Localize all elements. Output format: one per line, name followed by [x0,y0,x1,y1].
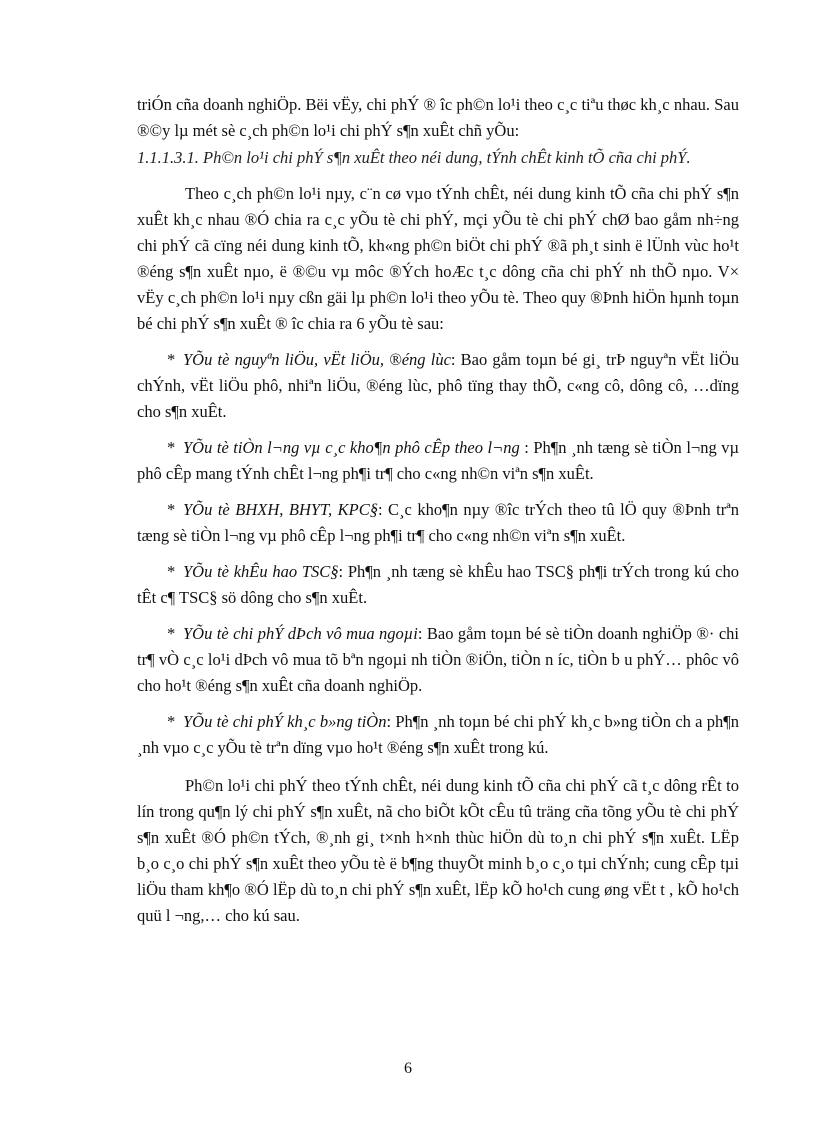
list-item [137,621,739,699]
list-item [137,347,739,425]
list-item-term: YÕu tè chi phÝ dÞch vô mua ngoµi [183,624,418,643]
bullet-marker: * [167,624,176,643]
list-item-text: : Ph¶n ¸nh toµn bé chi phÝ kh¸c b»ng tiÒn ch a ph¶n ¸nh vµo c¸c yÕu tè trªn dïng vµo ho¹t ®éng s¶n xuÊt trong kú. [137,712,740,757]
list-item-text: : Ph¶n ¸nh tæng sè tiÒn l¬ng vµ phô cÊp mang tÝnh chÊt l¬ng ph¶i tr¶ cho c«ng nh©n viªn s¶n xuÊt. [137,438,739,483]
document-page [137,92,739,929]
bullet-marker: * [167,438,176,457]
list-item-text: : C¸c kho¶n nµy ®îc trÝch theo tû lÖ quy ®Þnh trªn tæng sè tiÒn l¬ng vµ phô cÊp l¬ng ph¶i tr¶ cho c«ng nh©n viªn s¶n xuÊt. [137,500,739,545]
list-item-term: YÕu tè tiÒn l¬ng vµ c¸c kho¶n phô cÊp theo l¬ng [183,438,520,457]
list-item [137,435,739,487]
list-item [137,709,739,761]
list-item-text: : Bao gåm toµn bé gi¸ trÞ nguyªn vËt liÖu chÝnh, vËt liÖu phô, nhiªn liÖu, ®éng lùc, phô tïng thay thÕ, c«ng cô, dông cô, …dïng cho s¶n xuÊt. [137,350,739,421]
list-item [137,497,739,549]
list-item-text: : Ph¶n ¸nh tæng sè khÊu hao TSC§ ph¶i trÝch trong kú cho tÊt c¶ TSC§ sö dông cho s¶n xuÊt. [137,562,739,607]
list-item-term: YÕu tè BHXH, BHYT, KPC§ [183,500,378,519]
section-heading: 1.1.1.3.1. Ph©n lo¹i chi phÝ s¶n xuÊt theo néi dung, tÝnh chÊt kinh tÕ cña chi phÝ. [137,148,691,167]
list-item-term: YÕu tè nguyªn liÖu, vËt liÖu, ®éng lùc [183,350,451,369]
list-item-term: YÕu tè khÊu hao TSC§ [183,562,339,581]
bullet-marker: * [167,562,176,581]
list-item-term: YÕu tè chi phÝ kh¸c b»ng tiÒn [183,712,387,731]
cost-element-list [137,347,739,761]
bullet-marker: * [167,350,176,369]
body-paragraph: Theo c¸ch ph©n lo¹i nµy, c¨n cø vµo tÝnh chÊt, néi dung kinh tÕ cña chi phÝ s¶n xuÊt kh¸c nhau ®Ó chia ra c¸c yÕu tè chi phÝ, mçi yÕu tè chi phÝ chØ bao gåm nh÷ng chi phÝ cã cïng néi dung kinh tÕ, kh«ng ph©n biÖt chi phÝ ®ã ph¸t sinh ë lÜnh vùc ho¹t ®éng s¶n xuÊt nµo, ë ®©u vµ môc ®Ých hoÆc t¸c dông cña chi phÝ nh thÕ nµo. V× vËy c¸ch ph©n lo¹i nµy cßn gäi lµ ph©n lo¹i theo yÕu tè. Theo quy ®Þnh hiÖn hµnh toµn bé chi phÝ s¶n xuÊt ® îc chia ra 6 yÕu tè sau: [137,184,739,333]
continued-paragraph: triÓn cña doanh nghiÖp. Bëi vËy, chi phÝ ® îc ph©n lo¹i theo c¸c tiªu thøc kh¸c nhau. Sau ®©y lµ mét sè c¸ch ph©n lo¹i chi phÝ s¶n xuÊt chñ yÕu: [137,95,739,140]
list-item-text: : Bao gåm toµn bé sè tiÒn doanh nghiÖp ®· chi tr¶ vÒ c¸c lo¹i dÞch vô mua tõ bªn ngoµi nh tiÒn ®iÖn, tiÒn n íc, tiÒn b u phÝ… phôc vô cho ho¹t ®éng s¶n xuÊt cña doanh nghiÖp. [137,624,739,695]
page-number: 6 [404,1060,412,1077]
bullet-marker: * [167,712,176,731]
bullet-marker: * [167,500,176,519]
list-item [137,559,739,611]
body-paragraph: Ph©n lo¹i chi phÝ theo tÝnh chÊt, néi dung kinh tÕ cña chi phÝ cã t¸c dông rÊt to lín trong qu¶n lý chi phÝ s¶n xuÊt, nã cho biÕt kÕt cÊu tû träng cña tõng yÕu tè chi phÝ s¶n xuÊt ®Ó ph©n tÝch, ®¸nh gi¸ t×nh h×nh thùc hiÖn dù to¸n chi phÝ s¶n xuÊt. LËp b¸o c¸o chi phÝ s¶n xuÊt theo yÕu tè ë b¶ng thuyÕt minh b¸o c¸o tµi chÝnh; cung cÊp tµi liÖu tham kh¶o ®Ó lËp dù to¸n chi phÝ s¶n xuÊt, lËp kÕ ho¹ch cung øng vËt t , kÕ ho¹ch quü l ¬ng,… cho kú sau. [137,776,739,925]
